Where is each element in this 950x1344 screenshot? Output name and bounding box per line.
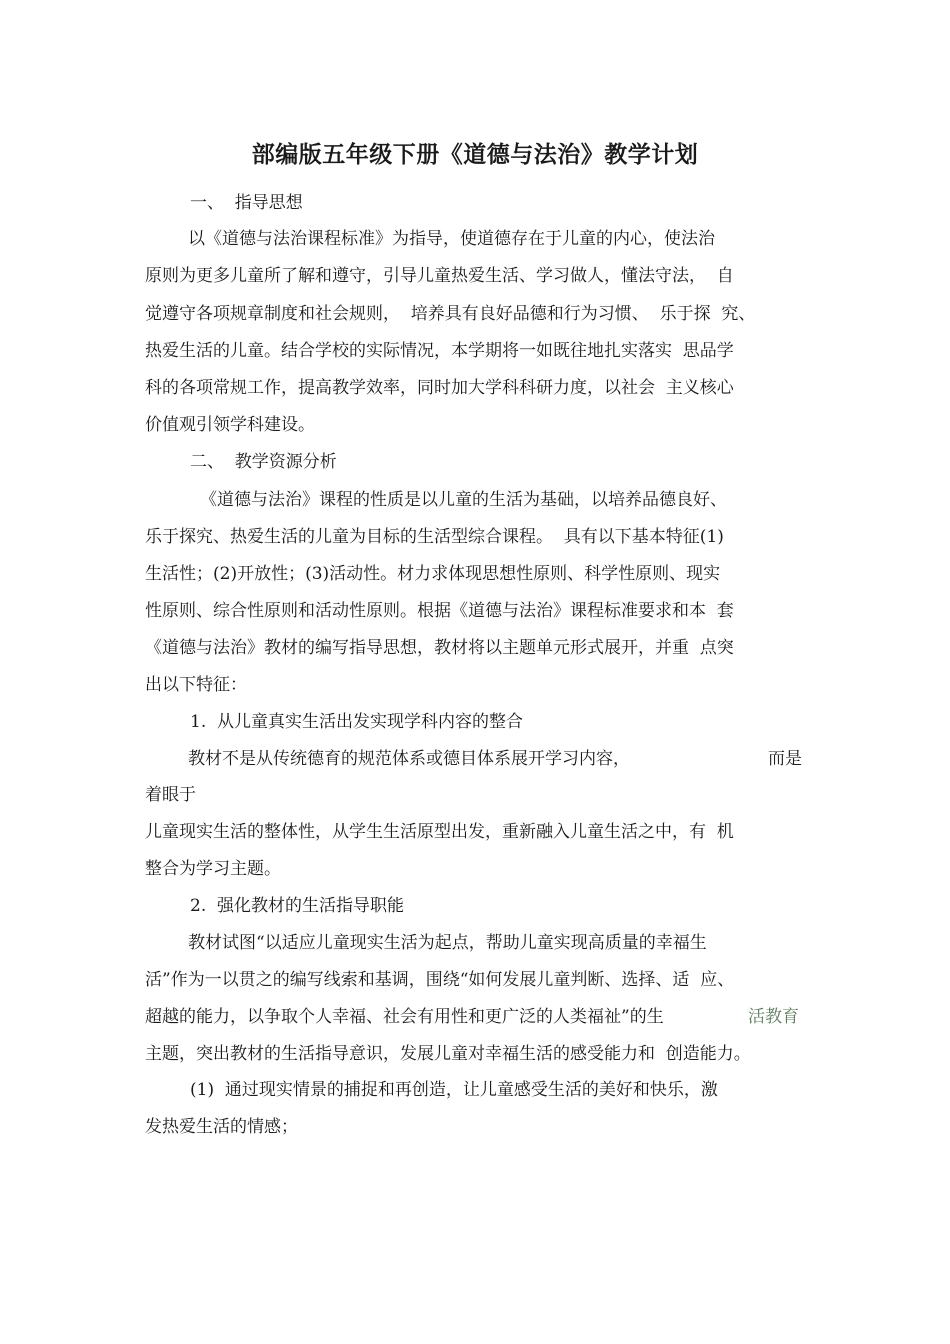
subheading-real-life-integration: 1. 从儿童真实生活出发实现学科内容的整合 [190, 712, 524, 732]
subheading-life-guidance: 2. 强化教材的生活指导职能 [190, 896, 405, 916]
paragraph-line: 着眼于 [145, 785, 196, 805]
paragraph-line: 《道德与法治》教材的编写指导思想，教材将以主题单元形式展开，并重 点突 [145, 638, 734, 658]
paragraph-line: 乐于探究、热爱生活的儿童为目标的生活型综合课程。 具有以下基本特征(1) [145, 527, 724, 547]
paragraph-line: 教材试图“以适应儿童现实生活为起点，帮助儿童实现高质量的幸福生 [188, 933, 707, 953]
paragraph-line: 超越的能力，以争取个人幸福、社会有用性和更广泛的人类福祉”的生 [145, 1007, 675, 1027]
paragraph-line: 生活性；(2)开放性；(3)活动性。材力求体现思想性原则、科学性原则、现实 [145, 564, 721, 584]
paragraph-line: 觉遵守各项规章制度和社会规则， 培养具有良好品德和行为习惯、 乐于探 究、 [145, 304, 756, 324]
paragraph-line: 出以下特征： [145, 675, 247, 695]
paragraph-line: 《道德与法治》课程的性质是以儿童的生活为基础，以培养品德良好、 [200, 490, 727, 510]
paragraph-line: 价值观引领学科建设。 [145, 415, 315, 435]
document-title: 部编版五年级下册《道德与法治》教学计划 [251, 141, 699, 168]
section-heading-guiding-ideology: 一、 指导思想 [190, 193, 303, 213]
paragraph-line: 以《道德与法治课程标准》为指导，使道德存在于儿童的内心，使法治 [188, 229, 715, 249]
paragraph-line: 整合为学习主题。 [145, 859, 281, 879]
paragraph-line: 原则为更多儿童所了解和遵守，引导儿童热爱生活、学习做人，懂法守法， 自 [145, 266, 734, 286]
paragraph-line: 主题，突出教材的生活指导意识，发展儿童对幸福生活的感受能力和 创造能力。 [145, 1044, 751, 1064]
paragraph-line-tail: 活教育 [748, 1007, 799, 1027]
paragraph-line: 活”作为一以贯之的编写线索和基调，围绕“如何发展儿童判断、选择、适 应、 [145, 970, 735, 990]
paragraph-line: 教材不是从传统德育的规范体系或德目体系展开学习内容， [188, 749, 630, 769]
paragraph-line: 性原则、综合性原则和活动性原则。根据《道德与法治》课程标准要求和本 套 [145, 601, 734, 621]
paragraph-line-tail: 而是 [768, 749, 802, 769]
paragraph-line: 发热爱生活的情感； [145, 1117, 298, 1137]
paragraph-line: 热爱生活的儿童。结合学校的实际情况，本学期将一如既往地扎实落实 思品学 [145, 341, 734, 361]
paragraph-line: 科的各项常规工作，提高教学效率，同时加大学科科研力度，以社会 主义核心 [145, 378, 734, 398]
paragraph-line: (1) 通过现实情景的捕捉和再创造，让儿童感受生活的美好和快乐，激 [190, 1080, 718, 1100]
paragraph-line: 儿童现实生活的整体性，从学生生活原型出发，重新融入儿童生活之中，有 机 [145, 822, 734, 842]
section-heading-teaching-resources: 二、 教学资源分析 [190, 452, 337, 472]
